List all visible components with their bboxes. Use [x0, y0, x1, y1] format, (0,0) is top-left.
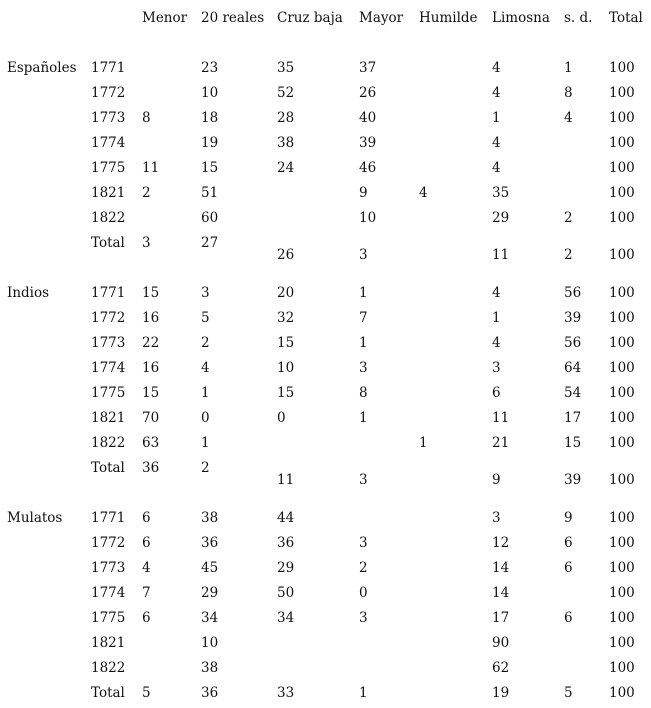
table-cell: 4: [492, 85, 501, 101]
group-label: Españoles: [7, 60, 77, 76]
table-cell: 35: [277, 60, 295, 76]
table-cell: 37: [359, 60, 377, 76]
year-cell: 1821: [91, 185, 126, 201]
table-cell: 26: [359, 85, 377, 101]
table-cell: 1: [492, 110, 501, 126]
year-cell: 1774: [91, 585, 126, 601]
table-cell: 46: [359, 160, 377, 176]
table-cell: 18: [201, 110, 219, 126]
table-cell: 2: [142, 185, 151, 201]
year-cell: 1775: [91, 385, 126, 401]
table-cell: 24: [277, 160, 295, 176]
table-cell: 6: [142, 510, 151, 526]
table-cell: 3: [492, 360, 501, 376]
table-cell: 14: [492, 560, 510, 576]
table-cell: 34: [277, 610, 295, 626]
year-cell: 1771: [91, 60, 126, 76]
table-cell: 15: [564, 435, 582, 451]
table-cell: 16: [142, 310, 160, 326]
column-header: s. d.: [564, 10, 593, 26]
table-cell: 56: [564, 335, 582, 351]
total-label: Total: [91, 460, 125, 476]
table-cell: 4: [492, 335, 501, 351]
table-cell: 3: [359, 535, 368, 551]
table-cell: 5: [564, 685, 573, 701]
table-cell: 11: [492, 247, 510, 263]
table-cell: 11: [142, 160, 160, 176]
table-cell: 20: [277, 285, 295, 301]
table-cell: 62: [492, 660, 510, 676]
table-cell: 5: [142, 685, 151, 701]
table-cell: 15: [142, 385, 160, 401]
table-cell: 60: [201, 210, 219, 226]
table-cell: 2: [359, 560, 368, 576]
table-cell: 39: [564, 310, 582, 326]
table-cell: 38: [201, 510, 219, 526]
year-cell: 1821: [91, 635, 126, 651]
table-cell: 54: [564, 385, 582, 401]
column-header: Mayor: [359, 10, 404, 26]
table-cell: 29: [201, 585, 219, 601]
table-cell: 15: [277, 385, 295, 401]
table-cell: 29: [277, 560, 295, 576]
table-cell: 100: [609, 285, 635, 301]
table-cell: 39: [359, 135, 377, 151]
table-cell: 3: [359, 360, 368, 376]
table-cell: 1: [359, 685, 368, 701]
table-cell: 38: [277, 135, 295, 151]
table-cell: 10: [359, 210, 377, 226]
table-cell: 27: [201, 235, 219, 251]
year-cell: 1774: [91, 135, 126, 151]
table-cell: 3: [201, 285, 210, 301]
table-cell: 19: [201, 135, 219, 151]
table-cell: 9: [564, 510, 573, 526]
total-label: Total: [91, 235, 125, 251]
table-cell: 1: [201, 385, 210, 401]
table-cell: 4: [492, 135, 501, 151]
year-cell: 1773: [91, 335, 126, 351]
table-cell: 100: [609, 110, 635, 126]
table-cell: 100: [609, 635, 635, 651]
table-cell: 33: [277, 685, 295, 701]
table-cell: 1: [564, 60, 573, 76]
table-cell: 100: [609, 385, 635, 401]
table-cell: 2: [201, 460, 210, 476]
group-label: Mulatos: [7, 510, 63, 526]
table-cell: 45: [201, 560, 219, 576]
table-cell: 100: [609, 685, 635, 701]
table-cell: 100: [609, 247, 635, 263]
table-cell: 3: [359, 472, 368, 488]
table-cell: 64: [564, 360, 582, 376]
table-cell: 44: [277, 510, 295, 526]
table-cell: 3: [359, 610, 368, 626]
table-cell: 100: [609, 585, 635, 601]
column-header: Humilde: [419, 10, 478, 26]
year-cell: 1772: [91, 535, 126, 551]
table-cell: 21: [492, 435, 510, 451]
table-cell: 6: [564, 535, 573, 551]
year-cell: 1773: [91, 560, 126, 576]
table-cell: 10: [201, 635, 219, 651]
table-cell: 9: [492, 472, 501, 488]
table-cell: 0: [201, 410, 210, 426]
table-cell: 100: [609, 360, 635, 376]
table-cell: 56: [564, 285, 582, 301]
table-cell: 29: [492, 210, 510, 226]
table-cell: 19: [492, 685, 510, 701]
table-cell: 4: [201, 360, 210, 376]
table-cell: 4: [492, 285, 501, 301]
table-cell: 17: [564, 410, 582, 426]
year-cell: 1772: [91, 310, 126, 326]
table-cell: 11: [277, 472, 295, 488]
table-cell: 8: [564, 85, 573, 101]
table-cell: 100: [609, 210, 635, 226]
table-cell: 16: [142, 360, 160, 376]
year-cell: 1774: [91, 360, 126, 376]
table-cell: 6: [142, 535, 151, 551]
year-cell: 1771: [91, 285, 126, 301]
table-cell: 1: [359, 285, 368, 301]
table-cell: 90: [492, 635, 510, 651]
table-cell: 2: [564, 210, 573, 226]
table-cell: 34: [201, 610, 219, 626]
column-header: Total: [609, 10, 643, 26]
table-cell: 100: [609, 472, 635, 488]
table-cell: 14: [492, 585, 510, 601]
table-cell: 8: [142, 110, 151, 126]
table-cell: 100: [609, 610, 635, 626]
table-cell: 10: [277, 360, 295, 376]
table-cell: 4: [492, 160, 501, 176]
table-cell: 3: [492, 510, 501, 526]
year-cell: 1822: [91, 210, 126, 226]
table-cell: 100: [609, 60, 635, 76]
table-cell: 0: [277, 410, 286, 426]
table-cell: 1: [201, 435, 210, 451]
year-cell: 1773: [91, 110, 126, 126]
table-cell: 36: [201, 535, 219, 551]
table-cell: 6: [492, 385, 501, 401]
column-header: Menor: [142, 10, 188, 26]
table-cell: 40: [359, 110, 377, 126]
table-cell: 100: [609, 435, 635, 451]
table-cell: 17: [492, 610, 510, 626]
table-cell: 12: [492, 535, 510, 551]
table-cell: 100: [609, 510, 635, 526]
table-cell: 100: [609, 85, 635, 101]
table-cell: 15: [277, 335, 295, 351]
year-cell: 1775: [91, 610, 126, 626]
table-cell: 0: [359, 585, 368, 601]
table-cell: 1: [359, 410, 368, 426]
table-cell: 100: [609, 310, 635, 326]
group-label: Indios: [7, 285, 50, 301]
table-cell: 7: [359, 310, 368, 326]
table-cell: 63: [142, 435, 160, 451]
table-cell: 36: [201, 685, 219, 701]
table-cell: 2: [201, 335, 210, 351]
table-cell: 36: [142, 460, 160, 476]
year-cell: 1821: [91, 410, 126, 426]
table-cell: 1: [359, 335, 368, 351]
table-cell: 4: [142, 560, 151, 576]
table-cell: 22: [142, 335, 160, 351]
year-cell: 1822: [91, 435, 126, 451]
table-cell: 3: [359, 247, 368, 263]
table-cell: 8: [359, 385, 368, 401]
table-cell: 15: [142, 285, 160, 301]
table-cell: 7: [142, 585, 151, 601]
table-cell: 4: [492, 60, 501, 76]
column-header: Cruz baja: [277, 10, 343, 26]
table-cell: 11: [492, 410, 510, 426]
table-cell: 100: [609, 135, 635, 151]
table-cell: 100: [609, 410, 635, 426]
table-cell: 35: [492, 185, 510, 201]
table-cell: 100: [609, 160, 635, 176]
table-cell: 100: [609, 560, 635, 576]
year-cell: 1772: [91, 85, 126, 101]
table-cell: 4: [564, 110, 573, 126]
table-cell: 32: [277, 310, 295, 326]
year-cell: 1822: [91, 660, 126, 676]
table-cell: 6: [564, 560, 573, 576]
table-cell: 9: [359, 185, 368, 201]
table-cell: 70: [142, 410, 160, 426]
table-cell: 6: [142, 610, 151, 626]
table-cell: 1: [492, 310, 501, 326]
table-cell: 15: [201, 160, 219, 176]
table-cell: 2: [564, 247, 573, 263]
table-cell: 3: [142, 235, 151, 251]
table-cell: 23: [201, 60, 219, 76]
column-header: 20 reales: [201, 10, 265, 26]
table-cell: 52: [277, 85, 295, 101]
table-cell: 4: [419, 185, 428, 201]
table-cell: 28: [277, 110, 295, 126]
table-cell: 50: [277, 585, 295, 601]
table-cell: 6: [564, 610, 573, 626]
table-cell: 26: [277, 247, 295, 263]
table-cell: 100: [609, 660, 635, 676]
table-cell: 100: [609, 185, 635, 201]
table-cell: 38: [201, 660, 219, 676]
table-cell: 10: [201, 85, 219, 101]
table-cell: 51: [201, 185, 219, 201]
year-cell: 1771: [91, 510, 126, 526]
table-cell: 1: [419, 435, 428, 451]
table-cell: 36: [277, 535, 295, 551]
table-cell: 100: [609, 335, 635, 351]
year-cell: 1775: [91, 160, 126, 176]
table-cell: 100: [609, 535, 635, 551]
total-label: Total: [91, 685, 125, 701]
column-header: Limosna: [492, 10, 550, 26]
table-cell: 5: [201, 310, 210, 326]
table-cell: 39: [564, 472, 582, 488]
